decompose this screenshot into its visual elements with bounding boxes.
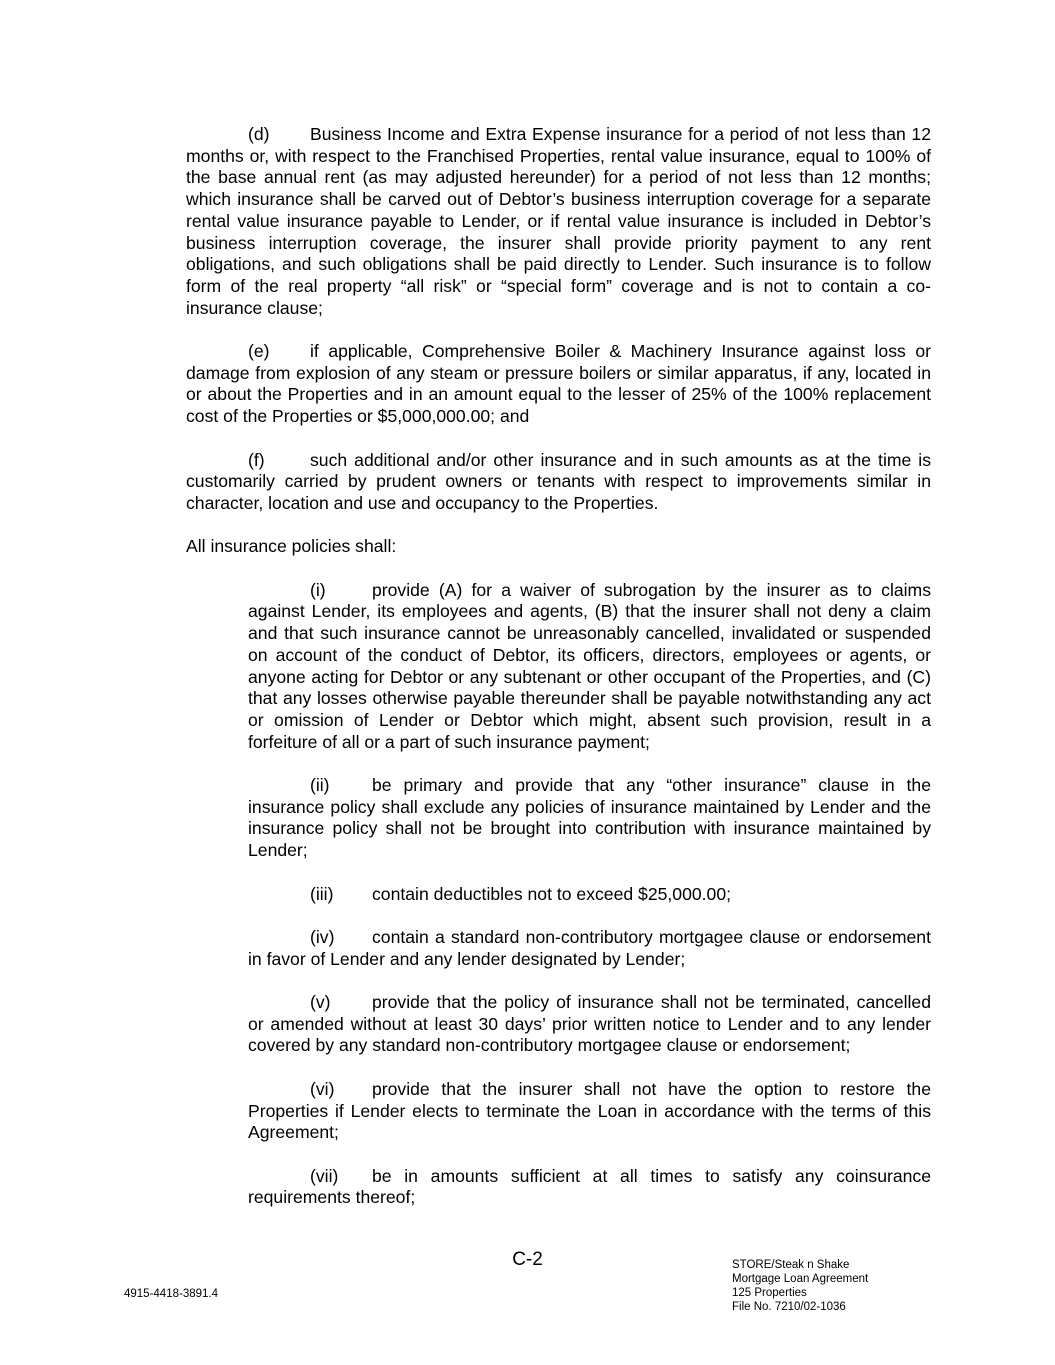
subitem-text: be primary and provide that any “other insurance” clause in the insurance policy shall exclude any policies of insurance maintained by Lender and the insurance policy shall not be brought into contribution with insurance maintained by Lender; (248, 775, 931, 861)
subitem-iv (248, 927, 931, 970)
paragraph-text: if applicable, Comprehensive Boiler & Machinery Insurance against loss or damage from explosion of any steam or pressure boilers or similar apparatus, if any, located in or about the Properties and in an amount equal to the lesser of 25% of the 100% replacement cost of the Properties or $5,000,000.00; and (186, 341, 931, 427)
footer-line-agreement: Mortgage Loan Agreement (732, 1273, 869, 1285)
subitem-text: contain a standard non-contributory mortgagee clause or endorsement in favor of Lender and any lender designated by Lender; (248, 926, 931, 969)
subitem-v (248, 992, 931, 1057)
document-id: 4915-4418-3891.4 (124, 1288, 218, 1300)
subitem-text: provide that the insurer shall not have the option to restore the Properties if Lender elects to terminate the Loan in accordance with the terms of this Agreement; (248, 1078, 931, 1143)
paragraph-f (186, 450, 931, 515)
paragraph-number: (f) (248, 449, 265, 470)
subitem-number: (iii) (310, 883, 334, 904)
document-body (186, 124, 931, 1231)
paragraph-e (186, 341, 931, 428)
subitem-number: (iv) (310, 926, 335, 947)
paragraph-number: (d) (248, 124, 270, 144)
subitem-iii (248, 884, 931, 906)
subitem-text: contain deductibles not to exceed $25,000.00; (372, 883, 731, 904)
paragraph-text: Business Income and Extra Expense insurance for a period of not less than 12 months or, with respect to the Franchised Properties, rental value insurance, equal to 100% of the base annual rent (as may adjusted hereunder) for a period of not less than 12 months; which insurance shall be carved out of Debtor’s business interruption coverage for a separate rental value insurance payable to Lender, or if rental value insurance is included in Debtor’s business interruption coverage, the insurer shall provide priority payment to any rent obligations, and such obligations shall be paid directly to Lender. Such insurance is to follow form of the real property “all risk” or “special form” coverage and is not to contain a co-insurance clause; (186, 124, 931, 318)
subitem-number: (v) (310, 992, 331, 1012)
subitem-number: (vi) (310, 1078, 335, 1099)
footer-line-properties: 125 Properties (732, 1287, 807, 1299)
policies-intro: All insurance policies shall: (186, 536, 397, 557)
footer-line-project: STORE/Steak n Shake (732, 1259, 850, 1271)
subitem-text: provide that the policy of insurance shall not be terminated, cancelled or amended without at least 30 days’ prior written notice to Lender and to any lender covered by any standard non-contributory mortgagee clause or endorsement; (248, 992, 931, 1056)
subitem-vii (248, 1166, 931, 1209)
subitem-i (248, 580, 931, 754)
paragraph-d (186, 124, 931, 319)
subitem-vi (248, 1079, 931, 1144)
paragraph-text: such additional and/or other insurance and in such amounts as at the time is customarily carried by prudent owners or tenants with respect to improvements similar in character, location and use and occupancy to the Properties. (186, 449, 931, 513)
subitem-number: (vii) (310, 1165, 339, 1186)
page-number: C-2 (512, 1249, 543, 1270)
footer-info (732, 1258, 868, 1314)
subitem-text: be in amounts sufficient at all times to satisfy any coinsurance requirements thereof; (248, 1165, 931, 1208)
subitem-number: (i) (310, 579, 326, 600)
footer-line-file-number: File No. 7210/02-1036 (732, 1301, 846, 1313)
paragraph-number: (e) (248, 341, 270, 362)
subitem-ii (248, 775, 931, 862)
subitem-number: (ii) (310, 775, 330, 796)
subitem-text: provide (A) for a waiver of subrogation by the insurer as to claims against Lender, its employees and agents, (B) that the insurer shall not deny a claim and that such insurance cannot be unreasonably cancelled, invalidated or suspended on account of the conduct of Debtor, its officers, directors, employees or agents, or anyone acting for Debtor or any subtenant or other occupant of the Properties, and (C) that any losses otherwise payable thereunder shall be payable notwithstanding any act or omission of Lender or Debtor which might, absent such provision, result in a forfeiture of all or a part of such insurance payment; (248, 579, 931, 752)
